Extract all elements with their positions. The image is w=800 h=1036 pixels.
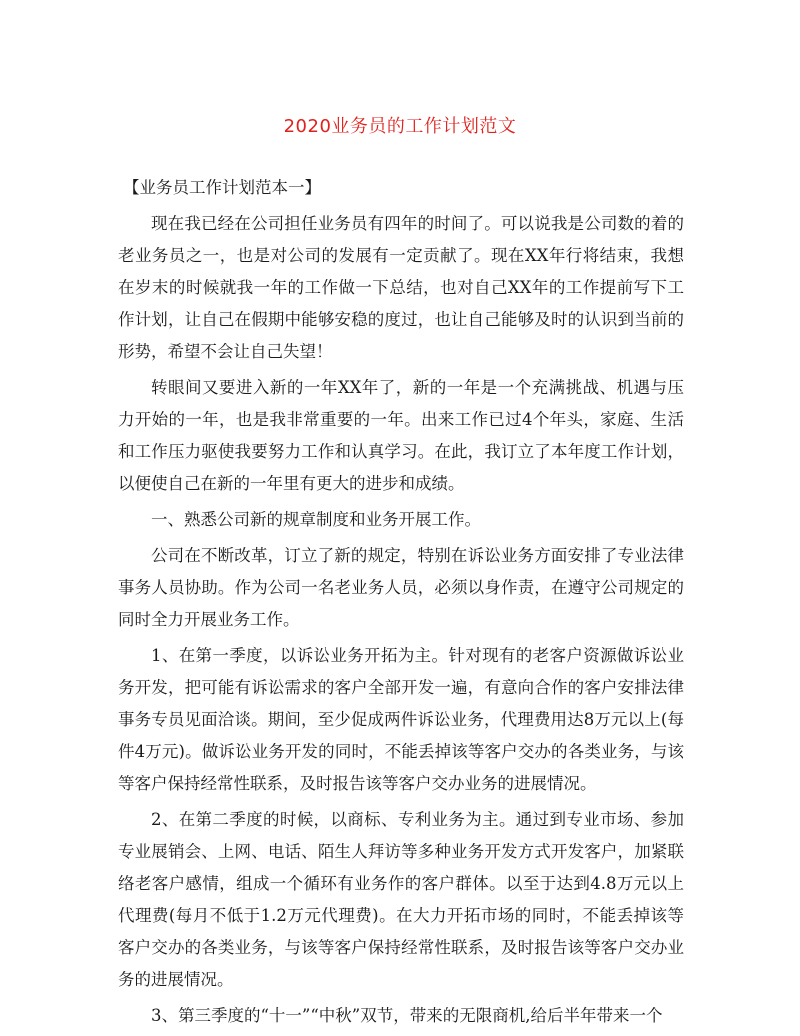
paragraph-intro: 现在我已经在公司担任业务员有四年的时间了。可以说我是公司数的着的老业务员之一，也是对公司的发展有一定贡献了。现在XX年行将结束，我想在岁末的时候就我一年的工作做一下总结，也对自己XX年的工作提前写下工作计划，让自己在假期中能够安稳的度过，也让自己能够及时的认识到当前的形势，希望不会让自己失望！ xyxy=(118,214,684,361)
paragraph-company-reform: 公司在不断改革，订立了新的规定，特别在诉讼业务方面安排了专业法律事务人员协助。作为公司一名老业务人员，必须以身作责，在遵守公司规定的同时全力开展业务工作。 xyxy=(118,546,684,629)
section-heading: 【业务员工作计划范本一】 xyxy=(123,178,321,197)
paragraph-new-year: 转眼间又要进入新的一年XX年了，新的一年是一个充满挑战、机遇与压力开始的一年，也是我非常重要的一年。出来工作已过4个年头，家庭、生活和工作压力驱使我要努力工作和认真学习。在此，我订立了本年度工作计划，以便使自己在新的一年里有更大的进步和成绩。 xyxy=(118,378,684,493)
paragraph-q3-plan: 3、第三季度的“十一”“中秋”双节，带来的无限商机,给后半年带来一个 xyxy=(151,1006,663,1025)
document-title: 2020业务员的工作计划范文 xyxy=(283,116,517,137)
paragraph-q1-plan: 1、在第一季度，以诉讼业务开拓为主。针对现有的老客户资源做诉讼业务开发，把可能有诉讼需求的客户全部开发一遍，有意向合作的客户安排法律事务专员见面洽谈。期间，至少促成两件诉讼业务，代理费用达8万元以上(每件4万元)。做诉讼业务开发的同时，不能丢掉该等客户交办的各类业务，与该等客户保持经常性联系，及时报告该等客户交办业务的进展情况。 xyxy=(118,646,684,793)
document-body xyxy=(118,172,684,1036)
paragraph-q2-plan: 2、在第二季度的时候，以商标、专利业务为主。通过到专业市场、参加专业展销会、上网、电话、陌生人拜访等多种业务开发方式开发客户，加紧联络老客户感情，组成一个循环有业务作的客户群体。以至于达到4.8万元以上代理费(每月不低于1.2万元代理费)。在大力开拓市场的同时，不能丢掉该等客户交办的各类业务，与该等客户保持经常性联系，及时报告该等客户交办业务的进展情况。 xyxy=(118,810,684,989)
paragraph-section-one: 一、熟悉公司新的规章制度和业务开展工作。 xyxy=(151,510,481,529)
